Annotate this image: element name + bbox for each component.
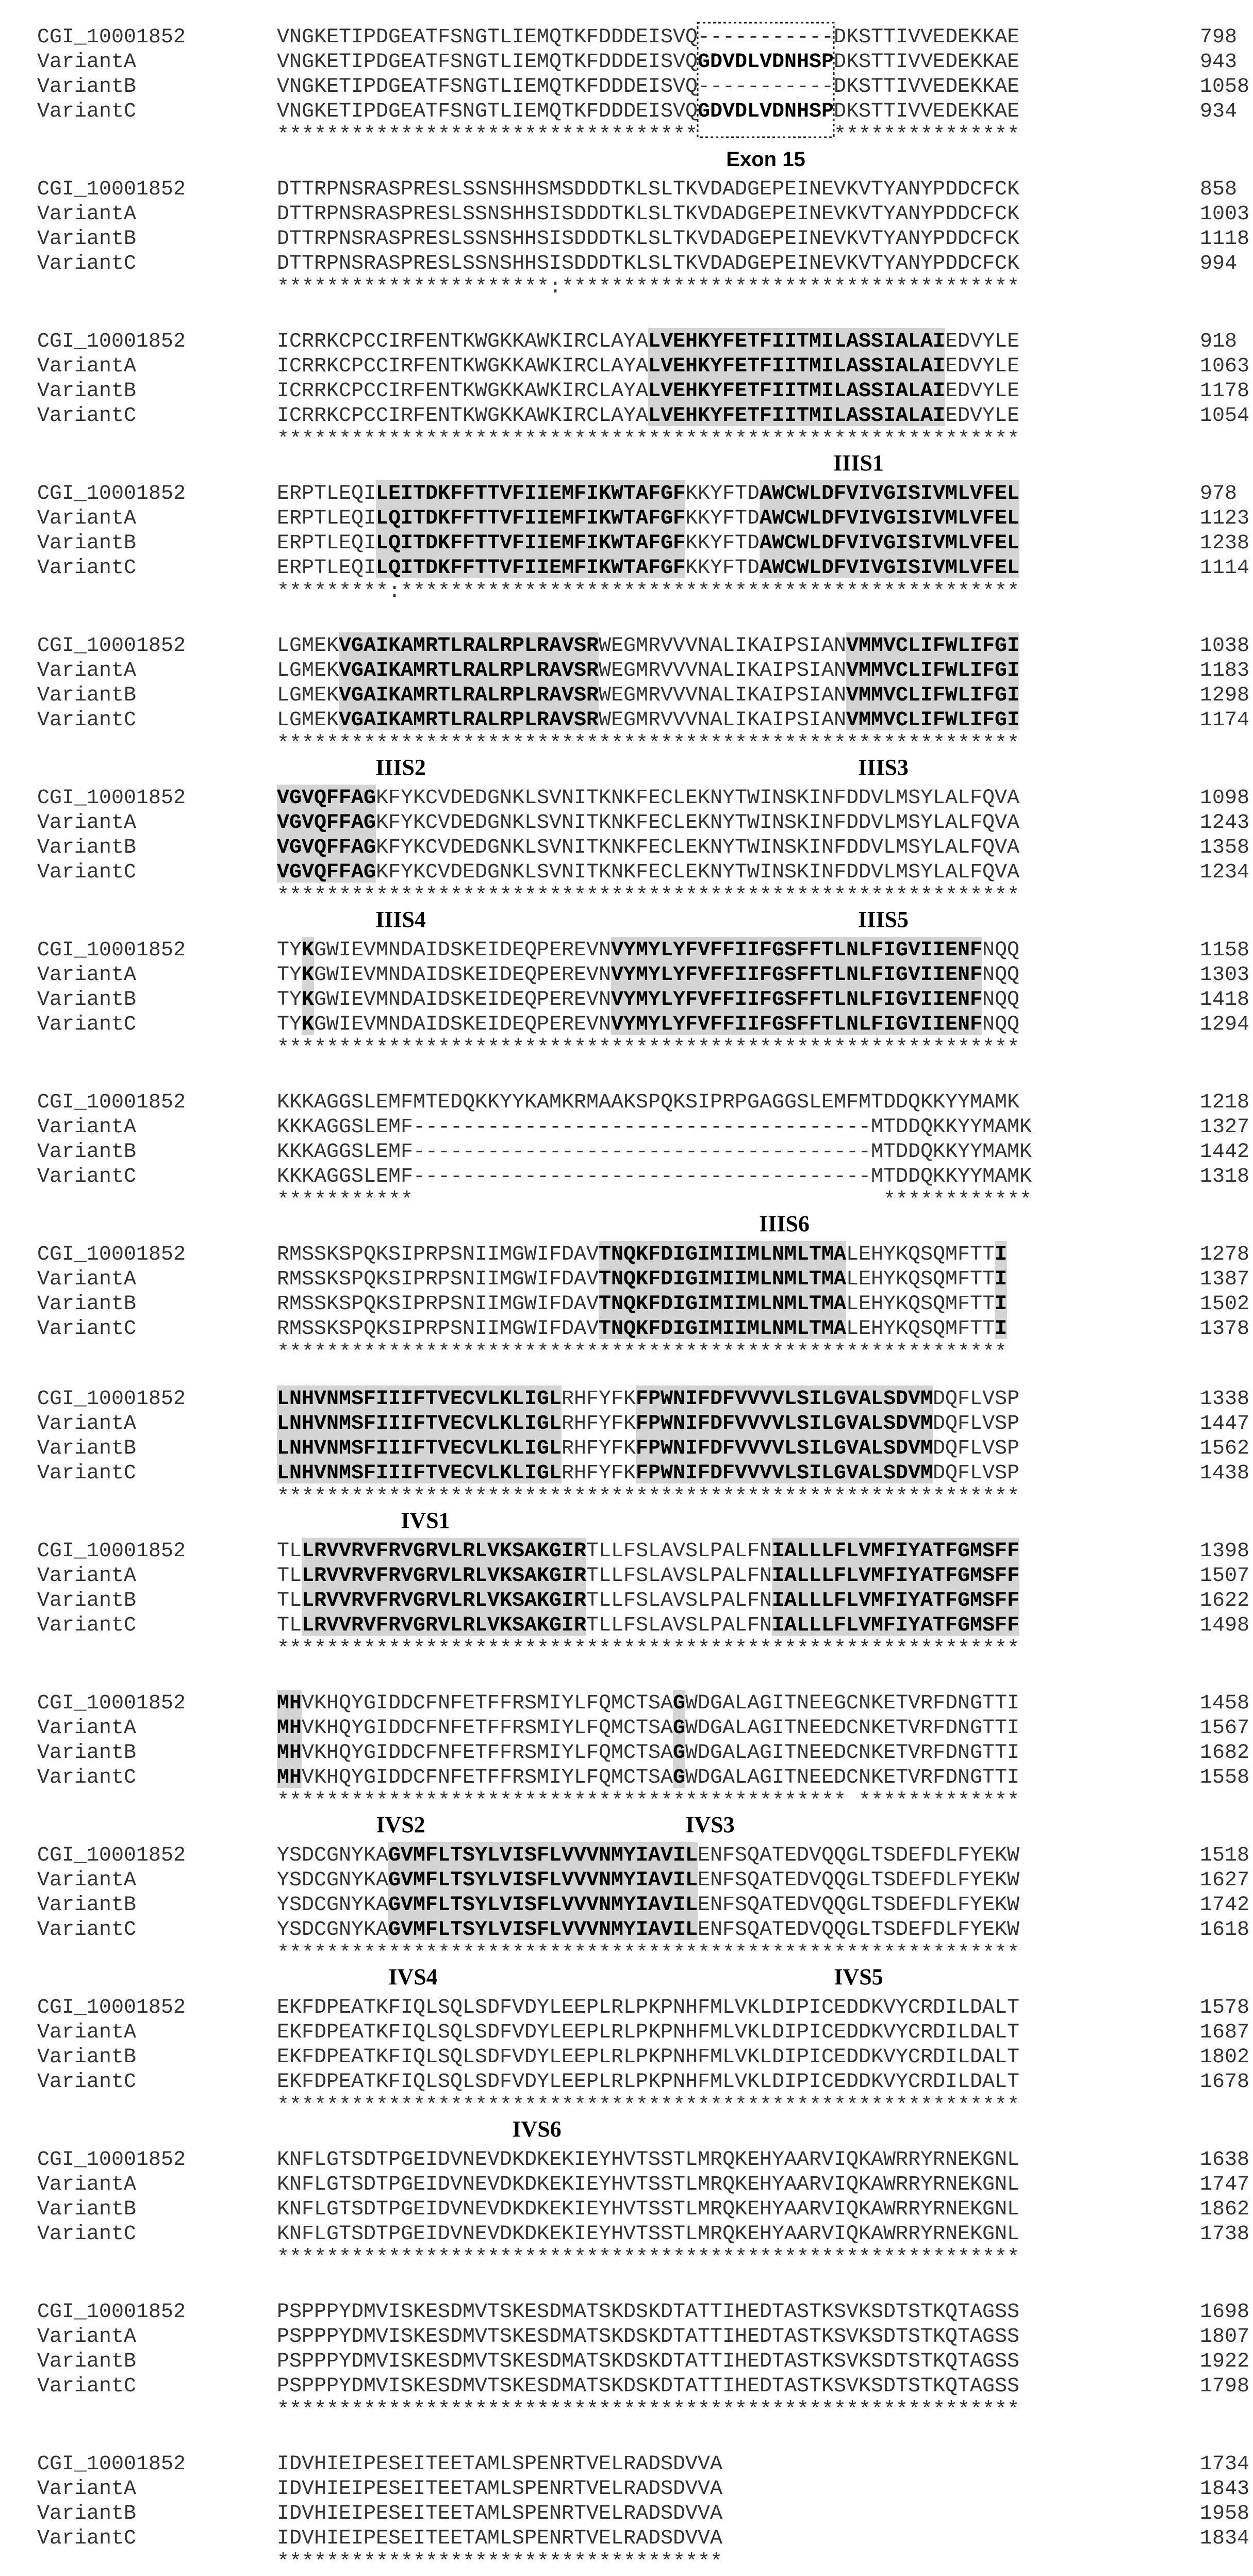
sequence-name: VariantA <box>37 659 137 682</box>
sequence-row: YSDCGNYKAGVMFLTSYLVISFLVVVNMYIAVILENFSQATEDVQQGLTSDEFDLFYEKW <box>277 1869 1020 1892</box>
sequence-row: MHVKHQYGIDDCFNFETFFRSMIYLFQMCTSAGWDGALAGITNEEDCNKETVRFDNGTTI <box>277 1741 1020 1765</box>
sequence-row: PSPPPYDMVISKESDMVTSKESDMATSKDSKDTATTIHEDTASTKSVKSDTSTKQTAGSS <box>277 2325 1019 2349</box>
sequence-row: YSDCGNYKAGVMFLTSYLVISFLVVVNMYIAVILENFSQATEDVQQGLTSDEFDLFYEKW <box>277 1844 1020 1867</box>
sequence-row: IDVHIEIPESEITEETAMLSPENRTVELRADSDVVA <box>277 2477 722 2501</box>
sequence-row: PSPPPYDMVISKESDMVTSKESDMATSKDSKDTATTIHEDTASTKSVKSDTSTKQTAGSS <box>277 2350 1019 2373</box>
position-number: 1327 <box>1200 1116 1250 1139</box>
sequence-name: CGI_10001852 <box>37 26 186 49</box>
sequence-row: ICRRKCPCCIRFENTKWGKKAWKIRCLAYALVEHKYFETFIITMILASSIALAIEDVYLE <box>277 404 1020 428</box>
sequence-name: VariantB <box>37 1894 137 1917</box>
sequence-name: VariantB <box>37 2502 137 2525</box>
sequence-row: ERPTLEQILQITDKFFTTVFIIEMFIKWTAFGFKKYFTDAWCWLDFVIVGISIVMLVFEL <box>277 557 1020 580</box>
position-number: 943 <box>1200 51 1238 74</box>
sequence-row: VGVQFFAGKFYKCVDEDGNKLSVNITKNKFECLEKNYTWINSKINFDDVLMSYLALFQVA <box>277 836 1020 859</box>
sequence-row: TLLRVVRVFRVGRVLRLVKSAKGIRTLLFSLAVSLPALFNIALLLFLVMFIYATFGMSFF <box>277 1540 1020 1563</box>
consensus-row: ********************************************** ************* <box>277 1790 1019 1813</box>
sequence-name: CGI_10001852 <box>37 787 186 810</box>
sequence-name: CGI_10001852 <box>37 1540 186 1563</box>
sequence-name: VariantB <box>37 227 137 251</box>
sequence-row: VNGKETIPDGEATFSNGTLIEMQTKFDDDEISVQ-----------DKSTTIVVEDEKKAE <box>277 26 1019 49</box>
alignment-block <box>37 1538 1249 1661</box>
position-number: 1243 <box>1200 811 1250 835</box>
sequence-name: VariantC <box>37 1165 137 1188</box>
segment-label: Exon 15 <box>726 148 805 171</box>
sequence-name: VariantB <box>37 532 137 555</box>
sequence-row: TYKGWIEVMNDAIDSKEIDEQPEREVNVYMYLYFVFFIIFGSFFTLNLFIGVIIENFNQQ <box>277 988 1020 1012</box>
sequence-row: VNGKETIPDGEATFSNGTLIEMQTKFDDDEISVQGDVDLVDNHSPDKSTTIVVEDEKKAE <box>277 100 1020 123</box>
position-number: 1678 <box>1200 2070 1250 2094</box>
position-number: 1502 <box>1200 1293 1250 1316</box>
sequence-row: ICRRKCPCCIRFENTKWGKKAWKIRCLAYALVEHKYFETFIITMILASSIALAIEDVYLE <box>277 380 1020 403</box>
sequence-row: DTTRPNSRASPRESLSSNSHHSISDDDTKLSLTKVDADGEPEINEVKVTYANYPDDCFCK <box>277 252 1019 275</box>
position-number: 1058 <box>1200 75 1250 99</box>
sequence-name: VariantA <box>37 1869 137 1892</box>
segment-label: IVS6 <box>512 2116 562 2142</box>
sequence-row: TYKGWIEVMNDAIDSKEIDEQPEREVNVYMYLYFVFFIIFGSFFTLNLFIGVIIENFNQQ <box>277 964 1020 987</box>
sequence-name: VariantB <box>37 1293 137 1316</box>
alignment-block <box>37 2453 1249 2574</box>
position-number: 1742 <box>1200 1894 1250 1917</box>
position-number: 1123 <box>1200 507 1250 530</box>
sequence-row: YSDCGNYKAGVMFLTSYLVISFLVVVNMYIAVILENFSQATEDVQQGLTSDEFDLFYEKW <box>277 1894 1020 1917</box>
sequence-row: MHVKHQYGIDDCFNFETFFRSMIYLFQMCTSAGWDGALAGITNEEDCNKETVRFDNGTTI <box>277 1766 1020 1789</box>
consensus-row: ************************************************************ <box>277 1037 1019 1060</box>
position-number: 1278 <box>1200 1243 1250 1266</box>
position-number: 1378 <box>1200 1317 1250 1341</box>
segment-label: IIIS3 <box>858 755 909 780</box>
sequence-name: CGI_10001852 <box>37 2301 186 2324</box>
position-number: 1498 <box>1200 1614 1250 1637</box>
position-number: 1638 <box>1200 2148 1250 2172</box>
sequence-row: KNFLGTSDTPGEIDVNEVDKDKEKIEYHVTSSTLMRQKEHYAARVIQKAWRRYRNEKGNL <box>277 2173 1019 2196</box>
consensus-row: ************************************************************ <box>277 2246 1019 2270</box>
segment-label: IIIS4 <box>375 907 426 932</box>
sequence-row: TLLRVVRVFRVGRVLRLVKSAKGIRTLLFSLAVSLPALFNIALLLFLVMFIYATFGMSFF <box>277 1589 1020 1612</box>
segment-label: IIIS1 <box>833 450 884 476</box>
position-number: 1174 <box>1200 709 1250 732</box>
sequence-name: CGI_10001852 <box>37 1388 186 1411</box>
sequence-row: DTTRPNSRASPRESLSSNSHHSMSDDDTKLSLTKVDADGEPEINEVKVTYANYPDDCFCK <box>277 178 1019 201</box>
consensus-row: ************************************************************ <box>277 1942 1019 1965</box>
position-number: 1458 <box>1200 1692 1250 1715</box>
sequence-row: TYKGWIEVMNDAIDSKEIDEQPEREVNVYMYLYFVFFIIFGSFFTLNLFIGVIIENFNQQ <box>277 939 1020 962</box>
position-number: 1358 <box>1200 836 1250 859</box>
consensus-row: **********************:************************************* <box>277 276 1019 299</box>
sequence-name: VariantA <box>37 2477 137 2501</box>
alignment-block <box>37 2301 1249 2422</box>
sequence-name: CGI_10001852 <box>37 1996 186 2019</box>
alignment-block <box>37 23 1249 147</box>
position-number: 1687 <box>1200 2021 1250 2044</box>
sequence-row: ERPTLEQILQITDKFFTTVFIIEMFIKWTAFGFKKYFTDAWCWLDFVIVGISIVMLVFEL <box>277 532 1020 555</box>
alignment-block <box>37 1996 1249 2117</box>
sequence-name: VariantC <box>37 861 137 884</box>
sequence-row: EKFDPEATKFIQLSQLSDFVDYLEEPLRLPKPNHFMLVKLDIPICEDDKVYCRDILDALT <box>277 2046 1019 2069</box>
sequence-name: CGI_10001852 <box>37 482 186 506</box>
sequence-row: DTTRPNSRASPRESLSSNSHHSISDDDTKLSLTKVDADGEPEINEVKVTYANYPDDCFCK <box>277 203 1019 226</box>
sequence-row: TLLRVVRVFRVGRVLRLVKSAKGIRTLLFSLAVSLPALFNIALLLFLVMFIYATFGMSFF <box>277 1614 1020 1637</box>
sequence-row: ICRRKCPCCIRFENTKWGKKAWKIRCLAYALVEHKYFETFIITMILASSIALAIEDVYLE <box>277 330 1020 353</box>
sequence-name: VariantB <box>37 988 137 1012</box>
position-number: 1738 <box>1200 2223 1250 2246</box>
sequence-row: VGVQFFAGKFYKCVDEDGNKLSVNITKNKFECLEKNYTWINSKINFDDVLMSYLALFQVA <box>277 861 1020 884</box>
sequence-name: CGI_10001852 <box>37 1243 186 1266</box>
position-number: 1507 <box>1200 1564 1250 1588</box>
consensus-row: ************************************************************ <box>277 732 1019 756</box>
alignment-block <box>37 178 1249 299</box>
position-number: 1438 <box>1200 1462 1250 1485</box>
position-number: 1183 <box>1200 659 1250 682</box>
consensus-row: ************************************ <box>277 2551 722 2574</box>
sequence-name: VariantA <box>37 811 137 835</box>
consensus-row: *********:************************************************** <box>277 580 1019 604</box>
alignment-block <box>37 480 1249 604</box>
sequence-name: VariantB <box>37 75 137 99</box>
position-number: 1294 <box>1200 1013 1250 1036</box>
consensus-row: ************************************************************ <box>277 1486 1019 1509</box>
position-number: 1734 <box>1200 2453 1250 2476</box>
consensus-row: ********************************** *************** <box>277 124 1019 147</box>
sequence-row: LGMEKVGAIKAMRTLRALRPLRAVSRWEGMRVVVNALIKAIPSIANVMMVCLIFWLIFGI <box>277 634 1020 658</box>
sequence-name: VariantA <box>37 1268 137 1291</box>
sequence-name: VariantA <box>37 2021 137 2044</box>
sequence-row: VGVQFFAGKFYKCVDEDGNKLSVNITKNKFECLEKNYTWINSKINFDDVLMSYLALFQVA <box>277 787 1020 810</box>
sequence-row: LGMEKVGAIKAMRTLRALRPLRAVSRWEGMRVVVNALIKAIPSIANVMMVCLIFWLIFGI <box>277 684 1020 707</box>
alignment-block <box>37 328 1249 451</box>
alignment-block <box>37 2148 1249 2270</box>
sequence-name: VariantB <box>37 2198 137 2221</box>
sequence-name: CGI_10001852 <box>37 1844 186 1867</box>
position-number: 1063 <box>1200 355 1250 378</box>
sequence-name: VariantA <box>37 1564 137 1588</box>
sequence-row: EKFDPEATKFIQLSQLSDFVDYLEEPLRLPKPNHFMLVKLDIPICEDDKVYCRDILDALT <box>277 1996 1019 2019</box>
sequence-name: CGI_10001852 <box>37 178 186 201</box>
sequence-name: VariantC <box>37 404 137 428</box>
sequence-name: VariantA <box>37 507 137 530</box>
sequence-name: CGI_10001852 <box>37 1692 186 1715</box>
position-number: 1158 <box>1200 939 1250 962</box>
sequence-name: CGI_10001852 <box>37 634 186 658</box>
position-number: 1003 <box>1200 203 1250 226</box>
position-number: 1338 <box>1200 1388 1250 1411</box>
consensus-row: ************************************************************ <box>277 2094 1019 2117</box>
alignment-block <box>37 1385 1249 1509</box>
position-number: 1118 <box>1200 227 1250 251</box>
sequence-name: CGI_10001852 <box>37 939 186 962</box>
segment-label: IIIS2 <box>375 755 426 780</box>
segment-label: IIIS6 <box>759 1211 810 1236</box>
sequence-row: PSPPPYDMVISKESDMVTSKESDMATSKDSKDTATTIHEDTASTKSVKSDTSTKQTAGSS <box>277 2301 1019 2324</box>
position-number: 1627 <box>1200 1869 1250 1892</box>
sequence-name: VariantA <box>37 1116 137 1139</box>
sequence-row: LNHVNMSFIIIFTVECVLKLIGLRHFYFKFPWNIFDFVVVVLSILGVALSDVMDQFLVSP <box>277 1388 1020 1411</box>
sequence-name: VariantA <box>37 1717 137 1740</box>
sequence-row: MHVKHQYGIDDCFNFETFFRSMIYLFQMCTSAGWDGALAGITNEEDCNKETVRFDNGTTI <box>277 1717 1020 1740</box>
sequence-name: VariantA <box>37 2173 137 2196</box>
sequence-name: VariantC <box>37 1462 137 1485</box>
sequence-row: KNFLGTSDTPGEIDVNEVDKDKEKIEYHVTSSTLMRQKEHYAARVIQKAWRRYRNEKGNL <box>277 2148 1019 2172</box>
sequence-row: RMSSKSPQKSIPRPSNIIMGWIFDAVTNQKFDIGIMIIMLNMLTMALEHYKQSQMFTTI <box>277 1268 1008 1291</box>
sequence-name: VariantB <box>37 1437 137 1460</box>
sequence-name: VariantA <box>37 203 137 226</box>
sequence-name: VariantC <box>37 252 137 275</box>
position-number: 1418 <box>1200 988 1250 1012</box>
alignment-block <box>37 1091 1249 1212</box>
position-number: 1622 <box>1200 1589 1250 1612</box>
sequence-row: ERPTLEQILQITDKFFTTVFIIEMFIKWTAFGFKKYFTDAWCWLDFVIVGISIVMLVFEL <box>277 507 1020 530</box>
sequence-row: RMSSKSPQKSIPRPSNIIMGWIFDAVTNQKFDIGIMIIMLNMLTMALEHYKQSQMFTTI <box>277 1243 1008 1266</box>
sequence-row: YSDCGNYKAGVMFLTSYLVISFLVVVNMYIAVILENFSQATEDVQQGLTSDEFDLFYEKW <box>277 1918 1020 1942</box>
sequence-name: VariantC <box>37 557 137 580</box>
sequence-name: VariantB <box>37 684 137 707</box>
position-number: 994 <box>1200 252 1238 275</box>
position-number: 1178 <box>1200 380 1250 403</box>
sequence-row: KKKAGGSLEMF-------------------------------------MTDDQKKYYMAMK <box>277 1140 1032 1164</box>
consensus-row: *********************************************************** <box>277 1341 1007 1364</box>
sequence-row: RMSSKSPQKSIPRPSNIIMGWIFDAVTNQKFDIGIMIIMLNMLTMALEHYKQSQMFTTI <box>277 1293 1008 1316</box>
sequence-name: VariantC <box>37 2375 137 2398</box>
position-number: 1747 <box>1200 2173 1250 2196</box>
segment-label: IVS4 <box>388 1964 438 1990</box>
position-number: 1054 <box>1200 404 1250 428</box>
sequence-row: PSPPPYDMVISKESDMVTSKESDMATSKDSKDTATTIHEDTASTKSVKSDTSTKQTAGSS <box>277 2375 1019 2398</box>
position-number: 1518 <box>1200 1844 1250 1867</box>
consensus-row: ************************************************************ <box>277 2399 1019 2422</box>
segment-label: IVS5 <box>834 1964 883 1990</box>
position-number: 1562 <box>1200 1437 1250 1460</box>
sequence-row: VNGKETIPDGEATFSNGTLIEMQTKFDDDEISVQ-----------DKSTTIVVEDEKKAE <box>277 75 1019 99</box>
sequence-row: VNGKETIPDGEATFSNGTLIEMQTKFDDDEISVQGDVDLVDNHSPDKSTTIVVEDEKKAE <box>277 51 1020 74</box>
sequence-name: VariantB <box>37 1140 137 1164</box>
sequence-name: VariantA <box>37 1412 137 1436</box>
position-number: 798 <box>1200 26 1238 49</box>
position-number: 1303 <box>1200 964 1250 987</box>
position-number: 1298 <box>1200 684 1250 707</box>
position-number: 1802 <box>1200 2046 1250 2069</box>
sequence-row: LNHVNMSFIIIFTVECVLKLIGLRHFYFKFPWNIFDFVVVVLSILGVALSDVMDQFLVSP <box>277 1437 1020 1460</box>
sequence-row: KNFLGTSDTPGEIDVNEVDKDKEKIEYHVTSSTLMRQKEHYAARVIQKAWRRYRNEKGNL <box>277 2198 1019 2221</box>
position-number: 1218 <box>1200 1091 1250 1114</box>
sequence-row: RMSSKSPQKSIPRPSNIIMGWIFDAVTNQKFDIGIMIIMLNMLTMALEHYKQSQMFTTI <box>277 1317 1008 1341</box>
sequence-name: VariantA <box>37 355 137 378</box>
sequence-name: VariantB <box>37 1589 137 1612</box>
alignment-block <box>37 1241 1249 1364</box>
sequence-row: KKKAGGSLEMF-------------------------------------MTDDQKKYYMAMK <box>277 1165 1032 1188</box>
sequence-row: DTTRPNSRASPRESLSSNSHHSISDDDTKLSLTKVDADGEPEINEVKVTYANYPDDCFCK <box>277 227 1019 251</box>
sequence-name: VariantB <box>37 1741 137 1765</box>
segment-label: IVS1 <box>401 1508 450 1533</box>
consensus-row: ************************************************************ <box>277 1638 1019 1661</box>
sequence-name: VariantC <box>37 1317 137 1341</box>
position-number: 934 <box>1200 100 1238 123</box>
position-number: 1098 <box>1200 787 1250 810</box>
sequence-name: CGI_10001852 <box>37 2148 186 2172</box>
position-number: 1318 <box>1200 1165 1250 1188</box>
position-number: 1958 <box>1200 2502 1250 2525</box>
segment-label: IVS3 <box>685 1812 735 1837</box>
segment-label: IIIS5 <box>858 907 909 932</box>
sequence-name: VariantC <box>37 1918 137 1942</box>
sequence-name: VariantC <box>37 709 137 732</box>
sequence-name: VariantA <box>37 51 137 74</box>
sequence-row: ERPTLEQILEITDKFFTTVFIIEMFIKWTAFGFKKYFTDAWCWLDFVIVGISIVMLVFEL <box>277 482 1020 506</box>
sequence-name: VariantC <box>37 100 137 123</box>
position-number: 1862 <box>1200 2198 1250 2221</box>
sequence-row: VGVQFFAGKFYKCVDEDGNKLSVNITKNKFECLEKNYTWINSKINFDDVLMSYLALFQVA <box>277 811 1020 835</box>
sequence-row: EKFDPEATKFIQLSQLSDFVDYLEEPLRLPKPNHFMLVKLDIPICEDDKVYCRDILDALT <box>277 2070 1019 2094</box>
sequence-row: LGMEKVGAIKAMRTLRALRPLRAVSRWEGMRVVVNALIKAIPSIANVMMVCLIFWLIFGI <box>277 659 1020 682</box>
position-number: 1442 <box>1200 1140 1250 1164</box>
position-number: 1558 <box>1200 1766 1250 1789</box>
sequence-row: IDVHIEIPESEITEETAMLSPENRTVELRADSDVVA <box>277 2502 722 2525</box>
sequence-row: KKKAGGSLEMF-------------------------------------MTDDQKKYYMAMK <box>277 1116 1032 1139</box>
sequence-row: TLLRVVRVFRVGRVLRLVKSAKGIRTLLFSLAVSLPALFNIALLLFLVMFIYATFGMSFF <box>277 1564 1020 1588</box>
segment-label: IVS2 <box>376 1812 425 1837</box>
alignment-block <box>37 1690 1249 1813</box>
position-number: 1843 <box>1200 2477 1250 2501</box>
sequence-name: VariantC <box>37 1013 137 1036</box>
sequence-name: VariantB <box>37 836 137 859</box>
position-number: 1038 <box>1200 634 1250 658</box>
alignment-block <box>37 937 1249 1060</box>
sequence-name: VariantC <box>37 2223 137 2246</box>
position-number: 1807 <box>1200 2325 1250 2349</box>
sequence-name: VariantC <box>37 2527 137 2550</box>
sequence-row: MHVKHQYGIDDCFNFETFFRSMIYLFQMCTSAGWDGALAGITNEEGCNKETVRFDNGTTI <box>277 1692 1020 1715</box>
sequence-row: EKFDPEATKFIQLSQLSDFVDYLEEPLRLPKPNHFMLVKLDIPICEDDKVYCRDILDALT <box>277 2021 1019 2044</box>
position-number: 1798 <box>1200 2375 1250 2398</box>
consensus-row: ************************************************************ <box>277 885 1019 908</box>
sequence-row: LGMEKVGAIKAMRTLRALRPLRAVSRWEGMRVVVNALIKAIPSIANVMMVCLIFWLIFGI <box>277 709 1020 732</box>
sequence-name: VariantC <box>37 2070 137 2094</box>
sequence-name: CGI_10001852 <box>37 1091 186 1114</box>
alignment-block <box>37 1842 1249 1965</box>
alignment-block <box>37 632 1249 756</box>
alignment-block <box>37 785 1249 908</box>
sequence-name: CGI_10001852 <box>37 330 186 353</box>
consensus-row: *********** ************ <box>277 1189 1032 1212</box>
position-number: 1698 <box>1200 2301 1250 2324</box>
position-number: 1922 <box>1200 2350 1250 2373</box>
sequence-name: VariantB <box>37 2350 137 2373</box>
sequence-name: VariantA <box>37 964 137 987</box>
position-number: 858 <box>1200 178 1238 201</box>
sequence-name: CGI_10001852 <box>37 2453 186 2476</box>
position-number: 1834 <box>1200 2527 1250 2550</box>
sequence-name: VariantB <box>37 380 137 403</box>
position-number: 1238 <box>1200 532 1250 555</box>
sequence-row: IDVHIEIPESEITEETAMLSPENRTVELRADSDVVA <box>277 2527 722 2550</box>
position-number: 1447 <box>1200 1412 1250 1436</box>
position-number: 1567 <box>1200 1717 1250 1740</box>
position-number: 1234 <box>1200 861 1250 884</box>
position-number: 1682 <box>1200 1741 1250 1765</box>
sequence-name: VariantB <box>37 2046 137 2069</box>
sequence-row: IDVHIEIPESEITEETAMLSPENRTVELRADSDVVA <box>277 2453 722 2476</box>
position-number: 1387 <box>1200 1268 1250 1291</box>
sequence-row: ICRRKCPCCIRFENTKWGKKAWKIRCLAYALVEHKYFETFIITMILASSIALAIEDVYLE <box>277 355 1020 378</box>
sequence-row: KKKAGGSLEMFMTEDQKKYYKAMKRMAAKSPQKSIPRPGAGGSLEMFMTDDQKKYYMAMK <box>277 1091 1019 1114</box>
sequence-row: LNHVNMSFIIIFTVECVLKLIGLRHFYFKFPWNIFDFVVVVLSILGVALSDVMDQFLVSP <box>277 1412 1020 1436</box>
consensus-row: ************************************************************ <box>277 428 1019 451</box>
sequence-name: VariantC <box>37 1614 137 1637</box>
sequence-name: VariantC <box>37 1766 137 1789</box>
position-number: 1398 <box>1200 1540 1250 1563</box>
position-number: 978 <box>1200 482 1238 506</box>
sequence-name: VariantA <box>37 2325 137 2349</box>
sequence-row: TYKGWIEVMNDAIDSKEIDEQPEREVNVYMYLYFVFFIIFGSFFTLNLFIGVIIENFNQQ <box>277 1013 1020 1036</box>
position-number: 1578 <box>1200 1996 1250 2019</box>
sequence-row: LNHVNMSFIIIFTVECVLKLIGLRHFYFKFPWNIFDFVVVVLSILGVALSDVMDQFLVSP <box>277 1462 1020 1485</box>
position-number: 918 <box>1200 330 1238 353</box>
sequence-row: KNFLGTSDTPGEIDVNEVDKDKEKIEYHVTSSTLMRQKEHYAARVIQKAWRRYRNEKGNL <box>277 2223 1019 2246</box>
position-number: 1114 <box>1200 557 1250 580</box>
position-number: 1618 <box>1200 1918 1250 1942</box>
